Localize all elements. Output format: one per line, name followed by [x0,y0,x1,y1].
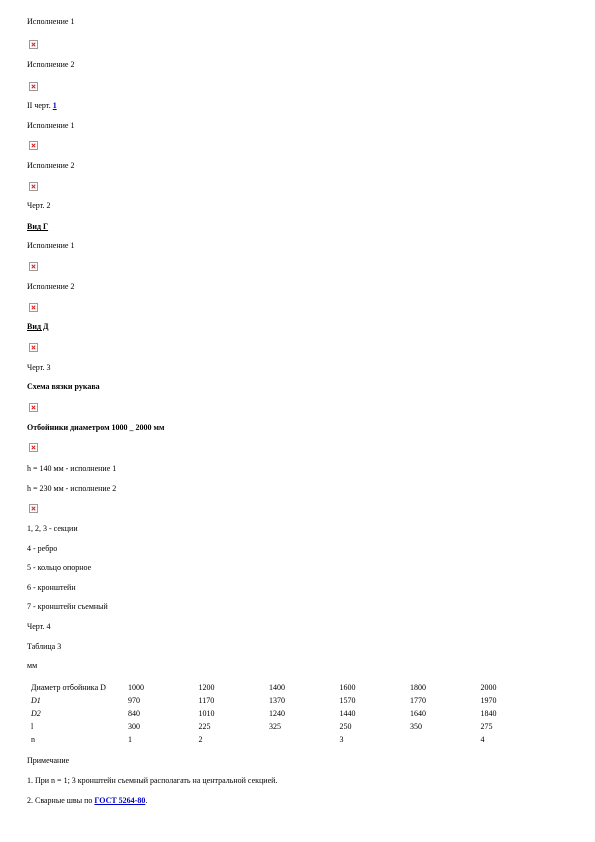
broken-image-icon [29,40,38,49]
row-label: D1 [31,696,41,705]
table-row [27,694,547,707]
table-cell: 840 [128,709,140,718]
broken-image-icon [29,343,38,352]
table-cell [406,733,477,746]
table-cell: 1370 [269,696,285,705]
caption-execution-2: Исполнение 2 [27,60,75,69]
table-cell: 2000 [480,683,497,692]
caption-drawing-2: Черт. 2 [27,201,51,210]
drawing-link[interactable]: 1 [52,101,57,110]
caption-drawing-ref [27,101,57,111]
drawing-ref-text: II черт. [27,101,53,110]
caption-execution-1: Исполнение 1 [27,121,75,130]
broken-image-icon [29,504,38,513]
note-2 [27,796,147,806]
legend-support-ring: 5 - кольцо опорное [27,563,92,572]
table-cell: 300 [128,722,140,731]
caption-bumper-diameter [27,423,164,433]
table-cell: 1640 [410,709,426,718]
table-cell: 1600 [339,683,356,692]
legend-sections: 1, 2, 3 - секции [27,524,78,533]
table-row [27,681,547,694]
caption-execution-1: Исполнение 1 [27,17,75,26]
legend-rib: 4 - ребро [27,544,58,553]
table-row [27,707,547,720]
caption-sleeve-scheme: Схема вязки рукава [27,382,100,391]
table-title: Таблица 3 [27,642,62,651]
table-cell: 350 [410,722,422,731]
note-1: 1. При n = 1; 3 кронштейн съемный располагать на центральной секцией. [27,776,278,785]
broken-image-icon [29,262,38,271]
row-label: D2 [31,709,41,718]
broken-image-icon [29,403,38,412]
dimensions-table [27,681,547,746]
caption-execution-2: Исполнение 2 [27,282,75,291]
caption-view-g: Вид Г [27,222,49,231]
caption-h-230: h = 230 мм - исполнение 2 [27,484,117,493]
table-cell [265,733,336,746]
row-label: Диаметр отбойника D [31,683,106,692]
table-cell: 1200 [198,683,215,692]
broken-image-icon [29,303,38,312]
legend-removable-bracket: 7 - кронштейн съемный [27,602,108,611]
table-cell: 1440 [339,709,356,718]
table-cell: 1000 [128,683,144,692]
caption-execution-2: Исполнение 2 [27,161,75,170]
bumper-diameter-dash: – [129,426,134,435]
legend-bracket: 6 - кронштейн [27,583,76,592]
broken-image-icon [29,82,38,91]
table-cell: 1840 [480,709,497,718]
row-label: l [31,722,34,731]
table-unit: мм [27,661,38,670]
broken-image-icon [29,141,38,150]
table-cell: 1770 [410,696,426,705]
table-cell: 970 [128,696,140,705]
caption-view-d: Вид Д [27,322,49,331]
table-cell: 1240 [269,709,285,718]
table-cell: 1 [128,735,132,744]
bumper-diameter-unit: 2000 мм [135,423,165,432]
table-cell: 1170 [198,696,215,705]
table-cell: 325 [269,722,281,731]
table-row [27,733,547,746]
table-cell: 4 [480,735,485,744]
table-row [27,720,547,733]
broken-image-icon [29,182,38,191]
note-2-end: . [145,796,148,805]
table-cell: 250 [339,722,352,731]
note-title: Примечание [27,756,70,765]
caption-drawing-3: Черт. 3 [27,363,51,372]
caption-drawing-4: Черт. 4 [27,622,51,631]
table-cell: 2 [198,735,203,744]
table-cell: 1970 [480,696,497,705]
table-cell: 275 [480,722,493,731]
table-cell: 225 [198,722,211,731]
gost-link[interactable]: ГОСТ 5264-80 [94,796,146,805]
table-cell: 1010 [198,709,215,718]
row-label: n [31,735,35,744]
table-cell: 1570 [339,696,356,705]
bumper-diameter-text: Отбойники диаметром 1000 [27,423,128,432]
broken-image-icon [29,443,38,452]
caption-h-140: h = 140 мм - исполнение 1 [27,464,117,473]
note-2-text: 2. Сварные швы по [27,796,95,805]
table-cell: 1800 [410,683,426,692]
table-cell: 3 [339,735,344,744]
table-cell: 1400 [269,683,285,692]
caption-execution-1: Исполнение 1 [27,241,75,250]
